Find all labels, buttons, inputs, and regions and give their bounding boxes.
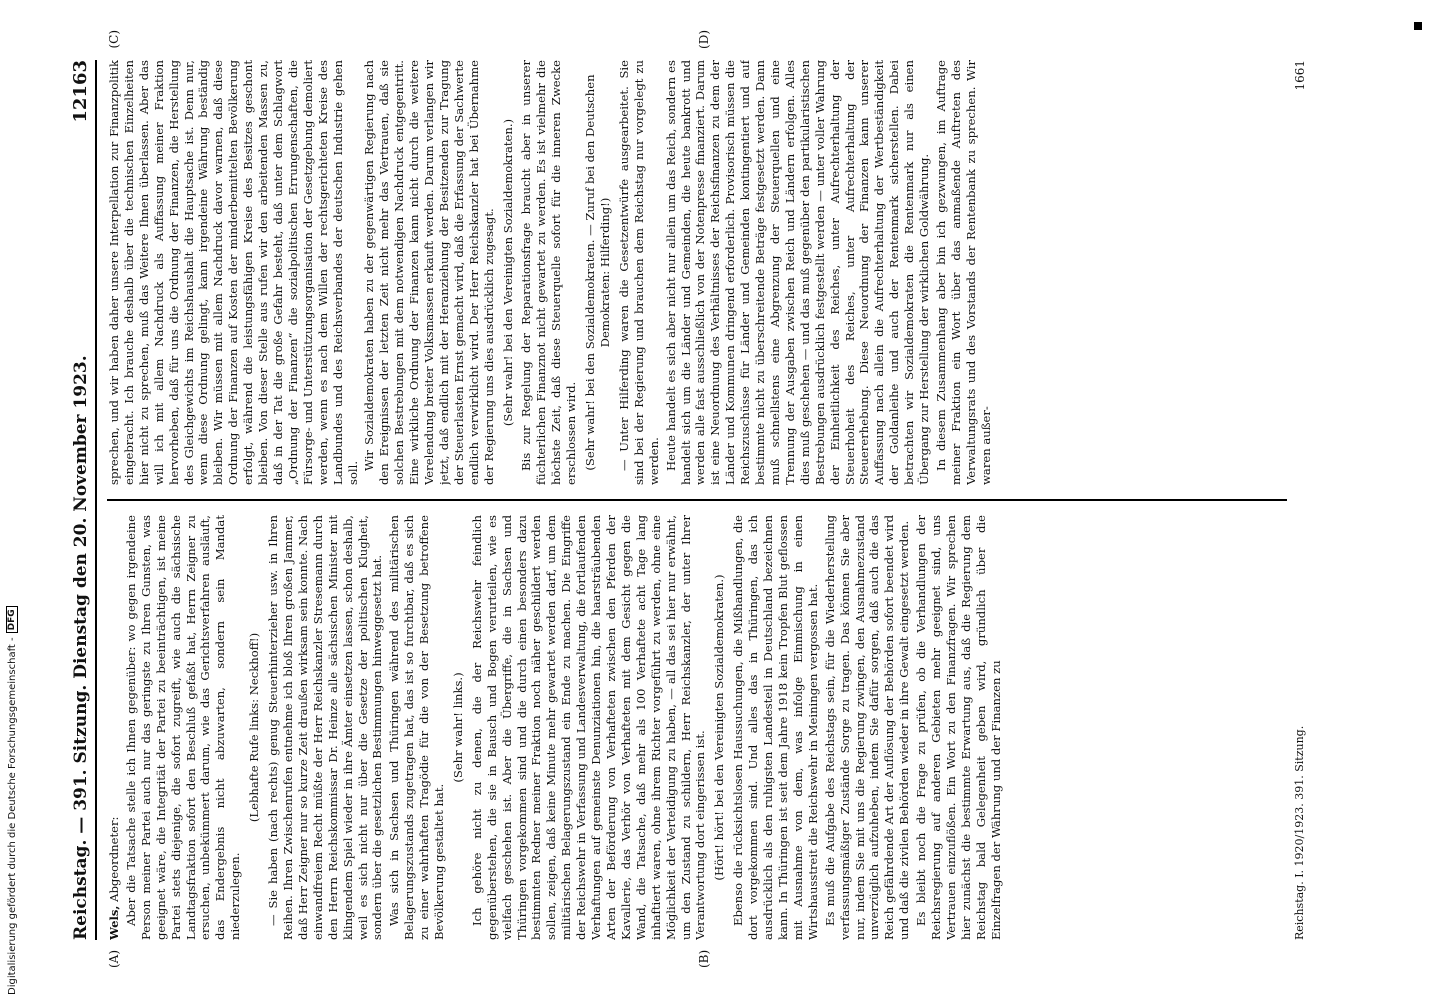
interjection: (Sehr wahr! bei den Sozialdemokraten. — Zuruf bei den Deutschen Demokraten: Hilferding!) [583,74,612,471]
paragraph: Aber die Tatsache stelle ich Ihnen gegenüber: wo gegen irgendeine Person meiner Partei auch nur das geringste zu Ihren Gunsten, was geeignet wäre, die Integrität der Partei zu beeinträchtigen, ist meine Partei stets diejenige, die sofort zugreift, wie auch die sächsische Landtagsfraktion sofort den Beschluß gefaßt hat, Herrn Zeigner zu ersuchen, unbekümmert darum, wie das Gerichtsverfahren ausläuft, das Endergebnis nicht abzuwarten, sondern sein Mandat niederzulegen. [123,515,243,940]
dfg-logo: DFG [6,606,18,633]
page-title: Reichstag. — 391. Sitzung. Dienstag den 20. November 1923. [71,355,91,940]
page-header [70,60,97,940]
paragraph: — Unter Hilferding waren die Gesetzentwürfe ausgearbeitet. Sie sind bei der Regierung und brauchen dem Reichstag nur vorgelegt zu werden. [616,60,661,485]
scan-mark [1414,22,1422,30]
page-number: 12163 [70,60,91,123]
paragraph: Es muß die Aufgabe des Reichstags sein, für die Wiederherstellung verfassungsmäßiger Zustände Sorge zu tragen. Das können Sie aber nur, indem Sie mit uns die Regierung zwingen, den Ausnahmezustand unverzüglich aufzuheben, indem Sie dafür sorgen, daß auch die das Reich gefährdende Art der Auflösung der Behörden sofort beendet wird und daß die zivilen Behörden wieder in ihre Gewalt eingesetzt werden. [822,515,912,940]
page-footer [1293,60,1307,940]
paragraph: Ebenso die rücksichtslosen Haussuchungen, die Mißhandlungen, die dort vorgekommen sind. Und alles das in Thüringen, das ich ausdrücklich als den ruhigsten Landesteil in Deutschland bezeichnen kann. In Thüringen ist seit dem Jahre 1918 kein Tropfen Blut geflossen mit Ausnahme von dem, was infolge Einmischung in einen Wirtshausstreit die Reichswehr in Meiningen vergossen hat. [731,515,820,940]
paragraph: Bis zur Regelung der Reparationsfrage braucht aber in unserer füchterlichen Finanznot nicht gewartet zu werden. Es ist vielmehr die höchste Zeit, daß diese Steuerquelle sofort für die inneren Zwecke erschlossen wird. [519,60,579,485]
interjection: (Sehr wahr! bei den Vereinigten Sozialdemokraten.) [500,118,515,427]
interjection: (Lebhafte Rufe links: Neckhoff!) [247,632,262,823]
left-column [107,515,1287,940]
footer-session: Reichstag. I. 1920/1923. 391. Sitzung. [1293,725,1306,940]
margin-marker-d: (D) [697,30,711,49]
paragraph: In diesem Zusammenhang aber bin ich gezwungen, im Auftrage meiner Fraktion ein Wort über das anmaßende Auftreten des Verwaltungsrats und des Vorstands der Rentenbank zu sprechen. Wir waren außer- [933,60,993,485]
digitization-text: Digitalisierung gefördert durch die Deutsche Forschungsgemeinschaft - [6,637,18,995]
speaker-line [107,515,122,940]
margin-marker-a: (A) [107,949,121,968]
paragraph: Was sich in Sachsen und Thüringen während des militärischen Belagerungszustands zugetragen hat, das ist so furchtbar, daß es sich zu einer wahrhaften Tragödie für die von der Besetzung betroffene Bevölkerung gestaltet hat. [387,515,447,940]
paragraph: — Sie haben (nach rechts) genug Steuerhinterzieher usw. in Ihren Reihen. Ihren Zwischenrufen entnehme ich bloß Ihren großen Jammer, daß Herr Zeigner nur so kurze Zeit draußen wirksam sein konnte. Nach einwandfreiem Recht müßte der Herr Reichskanzler Stresemann durch den Herrn Reichskommissar Dr. Heinze alle sächsischen Minister mit klingendem Spiel wieder in ihre Ämter einsetzen lassen, schon deshalb, weil es sich nicht nur über die Gesetze der politischen Klugheit, sondern über die gesetzlichen Bestimmungen hinweggesetzt hat. [266,515,385,940]
digitization-note [6,606,18,995]
text-columns [107,30,1287,968]
margin-marker-c: (C) [107,30,121,49]
interjection: (Hört! hört! bei den Vereinigten Sozialdemokraten.) [712,574,727,881]
interjection: (Sehr wahr! links.) [450,672,465,783]
margin-marker-b: (B) [697,949,711,968]
paragraph: Wir Sozialdemokraten haben zu der gegenwärtigen Regierung nach den Ereignissen der letzten Zeit nicht mehr das Vertrauen, daß sie solchen Bestrebungen mit dem notwendigen Nachdruck entgegentritt. Eine wirkliche Ordnung der Finanzen kann nicht durch die weitere Verelendung breiter Volksmassen erkauft werden. Darum verlangen wir jetzt, daß endlich mit der Heranziehung der Besitzenden zur Tragung der Steuerlasten Ernst gemacht wird, daß die Erfassung der Sachwerte endlich verwirklicht wird. Der Herr Reichskanzler hat bei Übernahme der Regierung uns dies ausdrücklich zugesagt. [362,60,496,485]
speaker-role: Abgeordneter: [107,816,121,902]
right-column [107,60,1287,485]
paragraph: Heute handelt es sich aber nicht nur allein um das Reich, sondern es handelt sich um die Länder und Gemeinden, die heute bankrott und werden alle fast ausschließlich von der Notenpresse finanziert. Darum ist eine Neuordnung des Verhältnisses der Reichsfinanzen zu dem der Länder und Kommunen dringend erforderlich. Provisorisch müssen die Reichszuschüsse für Länder und Gemeinden kontingentiert und auf bestimmte nicht zu überschreitende Beträge festgesetzt werden. Dann muß schnellstens eine Abgrenzung der Steuerquellen und eine Trennung der Ausgaben zwischen Reich und Ländern erfolgen. Alles dies muß geschehen — und das muß gegenüber den partikularistischen Bestrebungen ausdrücklich festgestellt werden — unter voller Wahrung der Einheitlichkeit des Reiches, unter Aufrechterhaltung der Steuerhoheit des Reiches, unter Aufrechterhaltung der Steuererhebung. Diese Neuordnung der Finanzen kann unserer Auffassung nach allein die Aufrechterhaltung der Wertbeständigkeit der Goldanleihe und auch der Rentenmark sicherstellen. Dabei betrachten wir Sozialdemokraten die Rentenmark nur als einen Übergang zur Herstellung der wirklichen Goldwährung. [663,60,932,485]
newspaper-page [40,20,1410,980]
column-divider [107,499,1287,501]
speaker-name: Wels, [107,905,121,940]
paragraph: Ich gehöre nicht zu denen, die der Reichswehr feindlich gegenüberstehen, die sie in Bausch und Bogen verurteilen, wie es vielfach geschehen ist. Aber die Übergriffe, die in Sachsen und Thüringen vorgekommen sind und die durch einen besonders dazu bestimmten Redner meiner Fraktion noch näher geschildert werden sollen, zeigen, daß keine Minute mehr gewartet werden darf, um dem militärischen Belagerungszustand ein Ende zu machen. Die Eingriffe der Reichswehr in Verfassung und Landesverwaltung, die fortlaufenden Verhaftungen auf gemeinste Denunziationen hin, die haarsträubenden Arten der Beförderung von Verhafteten zwischen den Pferden der Kavallerie, das Verhör von Verhafteten mit dem Gesicht gegen die Wand, die Tatsache, daß mehr als 100 Verhaftete acht Tage lang inhaftiert waren, ohne ihrem Richter vorgeführt zu werden, ohne eine Möglichkeit der Verteidigung zu haben, — all das sei hier nur erwähnt, um den Zustand zu schildern, Herr Reichskanzler, der unter Ihrer Verantwortung dort eingerissen ist. [469,515,708,940]
footer-number: 1661 [1293,60,1307,91]
paragraph: sprechen, und wir haben daher unsere Interpellation zur Finanzpolitik eingebracht. Ich brauche deshalb über die technischen Einzelheiten hier nicht zu sprechen, muß das Weitere Ihnen überlassen. Aber das will ich mit allem Nachdruck als Auffassung meiner Fraktion hervorheben, daß für uns die Ordnung der Finanzen, die Herstellung des Gleichgewichts im Reichshaushalt die Hauptsache ist. Denn nur, wenn diese Ordnung gelingt, kann irgendeine Währung beständig bleiben. Wir müssen mit allem Nachdruck davor warnen, daß diese Ordnung der Finanzen auf Kosten der minderbemittelten Bevölkerung erfolgt, während die leistungsfähigen Kreise des Besitzes geschont bleiben. Von dieser Stelle aus rufen wir den arbeitenden Massen zu, daß in der Tat die große Gefahr besteht, daß unter dem Schlagwort „Ordnung der Finanzen“ die sozialpolitischen Errungenschaften, die Fürsorge- und Unterstützungsorganisation der Gesetzgebung demoliert werden, wenn es nach dem Willen der rechtsgerichteten Kreise des Landbundes und des Reichsverbandes der deutschen Industrie gehen soll. [107,60,360,485]
paragraph: Es bleibt noch die Frage zu prüfen, ob die Verhandlungen der Reichsregierung auf anderen Gebieten mehr geeignet sind, uns Vertrauen einzuflößen. Ein Wort zu den Finanzfragen. Wir sprechen hier zunächst die bestimmte Erwartung aus, daß die Regierung dem Reichstag bald Gelegenheit geben wird, gründlich über die Einzelfragen der Währung und der Finanzen zu [914,515,1003,940]
